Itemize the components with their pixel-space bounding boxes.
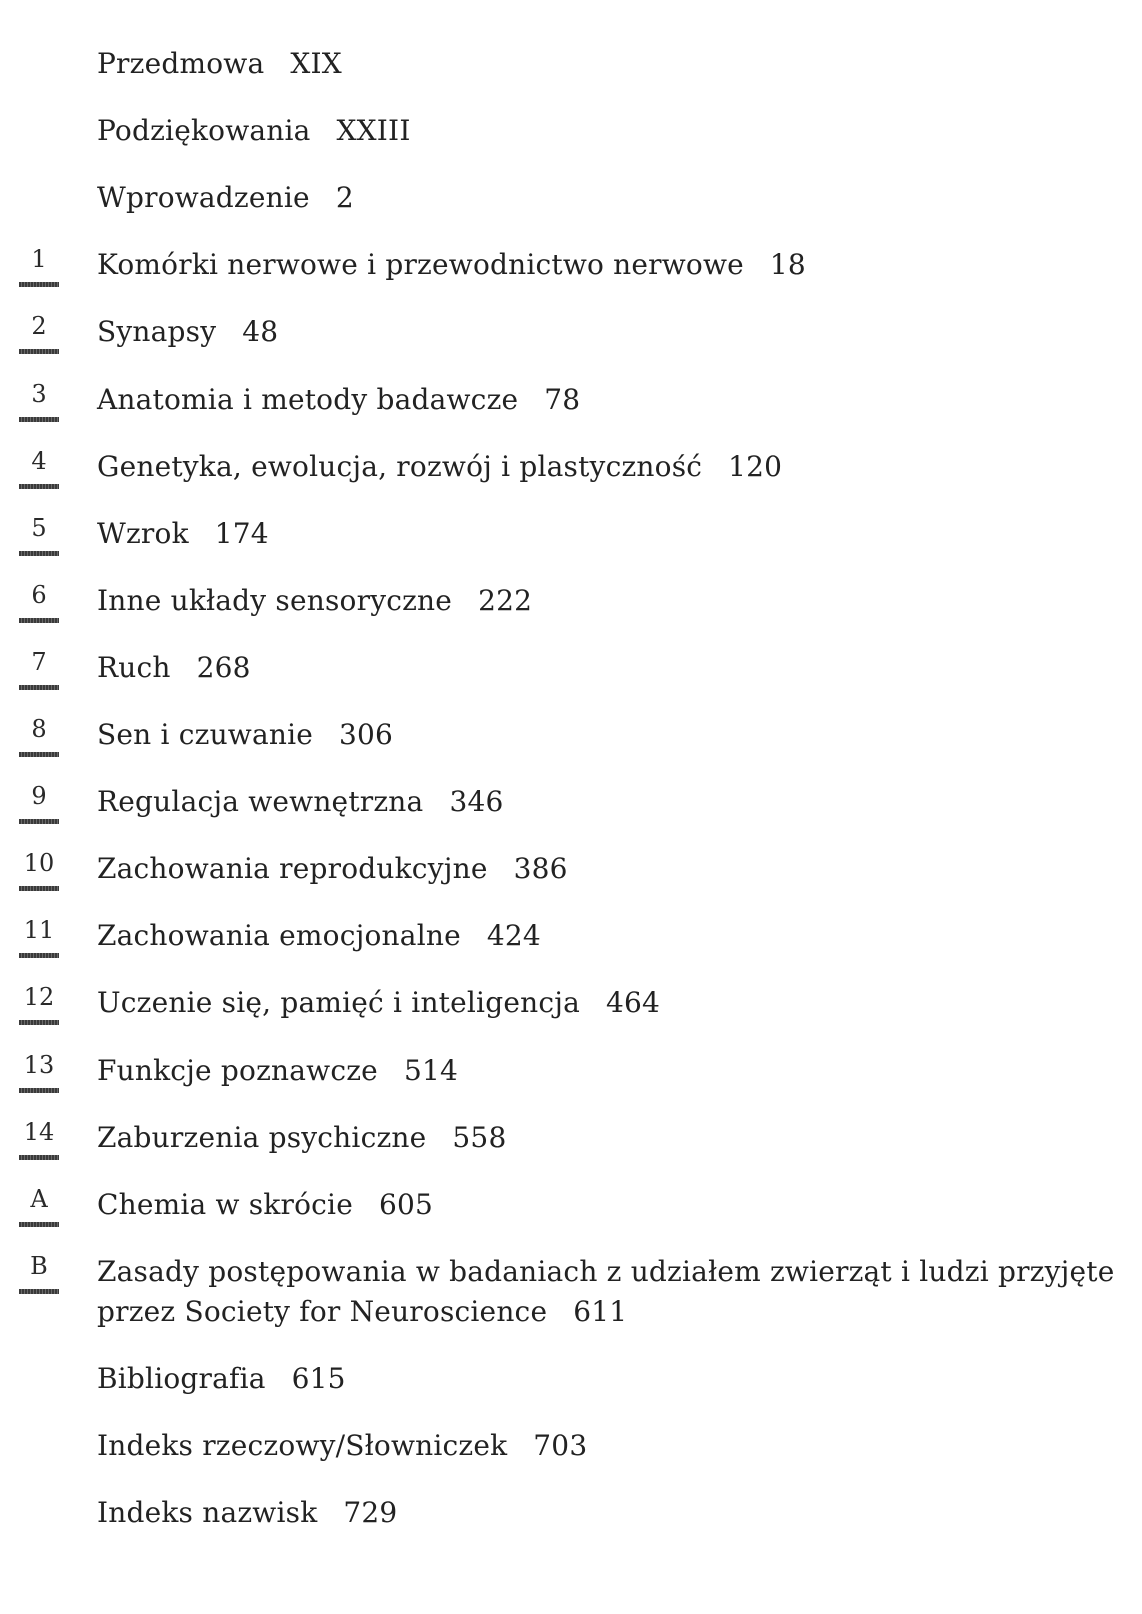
chapter-number: 3 [31, 379, 47, 408]
toc-entry-title: Synapsy [97, 315, 217, 349]
chapter-underline-bar [19, 417, 59, 422]
toc-entry-title: Sen i czuwanie [97, 718, 314, 751]
toc-entry-page: 346 [449, 785, 504, 819]
chapter-underline-bar [19, 349, 59, 354]
toc-entry-page: 605 [378, 1187, 434, 1221]
toc-entry-title: Uczenie się, pamięć i inteligencja [97, 986, 580, 1020]
toc-entry-page: 48 [242, 315, 279, 349]
toc-entry-text [97, 983, 1127, 1023]
chapter-number: B [30, 1251, 48, 1280]
chapter-underline-bar [19, 1088, 59, 1093]
toc-entry-text [97, 1118, 1127, 1158]
toc-entry-page: 703 [533, 1429, 588, 1462]
toc-entry-title: Zachowania reprodukcyjne [97, 852, 488, 886]
chapter-number: 7 [31, 647, 47, 676]
toc-entry-title: Genetyka, ewolucja, rozwój i plastyczność [97, 449, 703, 483]
chapter-underline-bar [19, 1020, 59, 1025]
chapter-number: 6 [31, 580, 47, 609]
toc-entry-title: Wzrok [97, 516, 189, 550]
chapter-underline-bar [19, 886, 59, 891]
toc-entry-page: 78 [544, 382, 581, 416]
toc-entry-page: 464 [606, 986, 661, 1020]
toc-entry-text [97, 1359, 1127, 1399]
toc-entry-title: Funkcje poznawcze [97, 1053, 378, 1087]
toc-entry-title: Ruch [97, 650, 171, 684]
toc-entry-title: Przedmowa [97, 47, 265, 80]
toc-entry-title: Wprowadzenie [97, 181, 310, 215]
chapter-number: 14 [23, 1117, 55, 1146]
toc-entry-text [97, 715, 1127, 755]
chapter-number: 9 [31, 782, 47, 811]
toc-entry-page: 2 [335, 181, 354, 215]
chapter-number: 8 [31, 715, 47, 743]
toc-entry-title: Zasady postępowania w badaniach z udziałem zwierząt i ludzi przyjęte przez Society for Neuroscience [97, 1254, 1115, 1328]
toc-entry-text [97, 581, 1127, 621]
chapter-underline-bar [19, 1155, 59, 1160]
chapter-number: 12 [23, 983, 55, 1012]
chapter-number: 5 [31, 513, 47, 542]
chapter-number: 4 [31, 446, 47, 475]
chapter-number: 10 [23, 849, 55, 878]
toc-entry-text [97, 312, 1127, 352]
chapter-underline-bar [19, 551, 59, 556]
toc-entry-title: Chemia w skrócie [97, 1187, 353, 1221]
chapter-underline-bar [19, 618, 59, 623]
toc-entry-page: XIX [290, 47, 342, 80]
toc-entry-page: 120 [728, 449, 783, 483]
chapter-number: 1 [31, 245, 47, 274]
chapter-underline-bar [19, 685, 59, 690]
toc-entry-page: 174 [214, 516, 269, 550]
toc-entry-title: Indeks nazwisk [97, 1496, 318, 1530]
toc-entry-title: Komórki nerwowe i przewodnictwo nerwowe [97, 248, 744, 282]
toc-entry-page: 424 [486, 919, 541, 953]
toc-entry-page: 558 [452, 1120, 507, 1154]
chapter-underline-bar [19, 484, 59, 489]
toc-entry-text [97, 648, 1127, 688]
chapter-underline-bar [19, 953, 59, 958]
toc-entry-page: XXIII [336, 114, 411, 148]
toc-entry-text [97, 849, 1127, 889]
chapter-underline-bar [19, 1222, 59, 1227]
toc-entry-text [97, 245, 1127, 285]
toc-entry-page: 615 [291, 1361, 346, 1395]
chapter-underline-bar [19, 282, 59, 287]
toc-entry-text [97, 1051, 1127, 1091]
toc-entry-text [97, 916, 1127, 956]
toc-entry-title: Podziękowania [97, 114, 311, 148]
toc-entry-text [97, 178, 1127, 218]
toc-entry-text [97, 782, 1127, 822]
toc-entry-text [97, 111, 1127, 151]
chapter-underline-bar [19, 752, 59, 757]
toc-entry-text [97, 447, 1127, 487]
chapter-underline-bar [19, 819, 59, 824]
toc-entry-text [97, 1426, 1127, 1466]
toc-entry-title: Zaburzenia psychiczne [97, 1120, 427, 1154]
toc-entry-text [97, 380, 1127, 420]
toc-entry-page: 611 [573, 1294, 628, 1328]
chapter-number: A [30, 1184, 48, 1213]
toc-entry-text [97, 514, 1127, 554]
toc-entry-text [97, 1252, 1127, 1332]
chapter-number: 11 [23, 916, 55, 945]
chapter-number: 13 [23, 1050, 55, 1079]
toc-entry-title: Indeks rzeczowy/Słowniczek [97, 1429, 508, 1462]
toc-entry-text [97, 1185, 1127, 1225]
toc-entry-page: 222 [478, 583, 533, 617]
toc-entry-title: Inne układy sensoryczne [97, 583, 453, 617]
toc-entry-page: 18 [769, 248, 806, 282]
toc-entry-page: 729 [343, 1496, 398, 1530]
toc-entry-page: 306 [339, 718, 394, 751]
toc-entry-title: Zachowania emocjonalne [97, 919, 461, 953]
toc-entry-page: 514 [403, 1053, 458, 1087]
toc-entry-text [97, 1493, 1127, 1533]
chapter-number: 2 [31, 312, 47, 341]
toc-entry-title: Regulacja wewnętrzna [97, 785, 424, 819]
toc-entry-text [97, 44, 1127, 84]
toc-entry-title: Anatomia i metody badawcze [97, 382, 519, 416]
toc-entry-page: 386 [513, 852, 568, 886]
toc-entry-page: 268 [196, 650, 251, 684]
chapter-underline-bar [19, 1289, 59, 1294]
toc-entry-title: Bibliografia [97, 1361, 266, 1395]
